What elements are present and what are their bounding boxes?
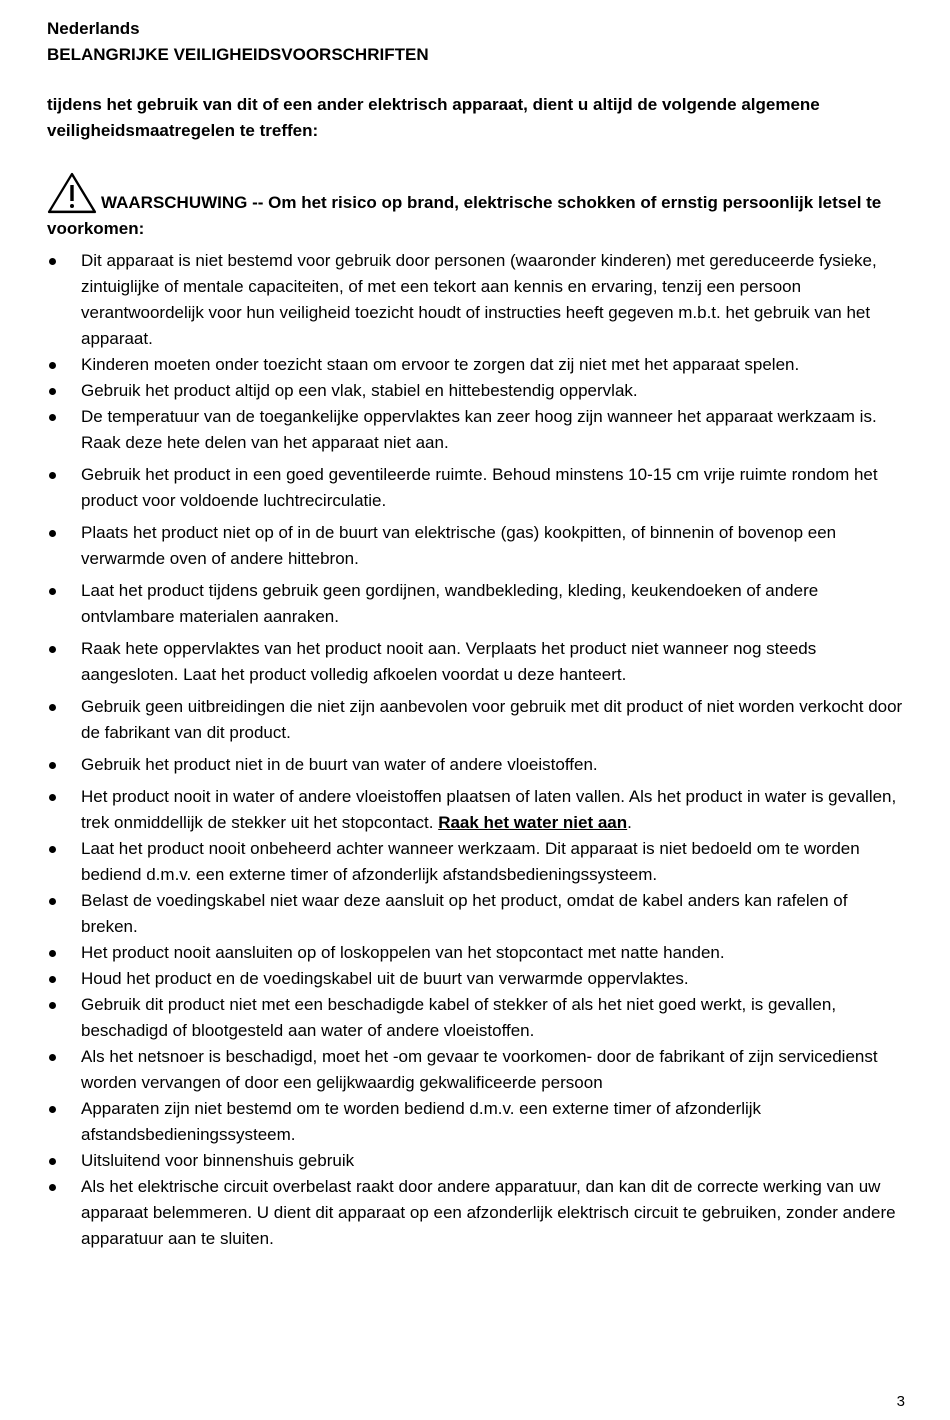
list-item-text: Raak hete oppervlaktes van het product nooit aan. Verplaats het product niet wanneer nog steeds aangesloten. Laat het product volledig afkoelen voordat u deze hanteert. <box>81 639 817 684</box>
list-item <box>47 636 907 688</box>
list-item <box>47 462 907 514</box>
list-item-text: Uitsluitend voor binnenshuis gebruik <box>81 1151 355 1170</box>
list-item <box>47 578 907 630</box>
list-item <box>47 888 907 940</box>
list-item <box>47 1148 907 1174</box>
page-number: 3 <box>896 1393 905 1410</box>
list-item <box>47 694 907 746</box>
list-item-text: Het product nooit aansluiten op of loskoppelen van het stopcontact met natte handen. <box>81 943 725 962</box>
list-item <box>47 784 907 836</box>
intro-text: tijdens het gebruik van dit of een ander elektrisch apparaat, dient u altijd de volgende algemene veiligheidsmaatregelen te treffen: <box>47 95 820 140</box>
list-item <box>47 1174 907 1252</box>
warning-triangle-icon <box>47 172 97 216</box>
emphasis-text: Raak het water niet aan <box>438 813 628 832</box>
list-item-text: Als het elektrische circuit overbelast raakt door andere apparatuur, dan kan dit de correcte werking van uw apparaat belemmeren. U dient dit apparaat op een afzonderlijk elektrisch circuit te gebruiken, zonder andere apparatuur aan te sluiten. <box>81 1177 896 1248</box>
list-item <box>47 1044 907 1096</box>
list-item <box>47 520 907 572</box>
list-item-text: Belast de voedingskabel niet waar deze aansluit op het product, omdat de kabel anders kan rafelen of breken. <box>81 891 848 936</box>
list-item <box>47 836 907 888</box>
list-item <box>47 992 907 1044</box>
list-item <box>47 378 907 404</box>
list-item <box>47 248 907 352</box>
safety-list <box>47 248 907 1252</box>
page-title: BELANGRIJKE VEILIGHEIDSVOORSCHRIFTEN <box>47 45 429 64</box>
list-item <box>47 352 907 378</box>
list-item-text: Als het netsnoer is beschadigd, moet het -om gevaar te voorkomen- door de fabrikant of zijn servicedienst worden vervangen of door een gelijkwaardig gekwalificeerde persoon <box>81 1047 878 1092</box>
list-item-text: Plaats het product niet op of in de buurt van elektrische (gas) kookpitten, of binnenin of bovenop een verwarmde oven of andere hittebron. <box>81 523 837 568</box>
list-item <box>47 404 907 456</box>
list-item-text: Dit apparaat is niet bestemd voor gebruik door personen (waaronder kinderen) met gereduceerde fysieke, zintuiglijke of mentale capaciteiten, of met een tekort aan kennis en ervaring, tenzij een persoon verantwoordelijk voor hun veiligheid toezicht houdt of instructies heeft gegeven m.b.t. het gebruik van het apparaat. <box>81 251 877 348</box>
list-item-text: Gebruik het product in een goed geventileerde ruimte. Behoud minstens 10-15 cm vrije ruimte rondom het product voor voldoende luchtrecirculatie. <box>81 465 878 510</box>
list-item <box>47 966 907 992</box>
warning-text: WAARSCHUWING -- Om het risico op brand, elektrische schokken of ernstig persoonlijk letsel te voorkomen: <box>47 193 882 238</box>
list-item-text: Kinderen moeten onder toezicht staan om ervoor te zorgen dat zij niet met het apparaat spelen. <box>81 355 800 374</box>
list-item-text: Houd het product en de voedingskabel uit de buurt van verwarmde oppervlaktes. <box>81 969 689 988</box>
list-item-text: Gebruik het product niet in de buurt van water of andere vloeistoffen. <box>81 755 598 774</box>
list-item-text: Laat het product tijdens gebruik geen gordijnen, wandbekleding, kleding, keukendoeken of andere ontvlambare materialen aanraken. <box>81 581 819 626</box>
list-item-text: Gebruik dit product niet met een beschadigde kabel of stekker of als het niet goed werkt, is gevallen, beschadigd of blootgesteld aan water of andere vloeistoffen. <box>81 995 837 1040</box>
warning-block <box>47 172 907 242</box>
list-item-text: De temperatuur van de toegankelijke oppervlaktes kan zeer hoog zijn wanneer het apparaat werkzaam is. Raak deze hete delen van het apparaat niet aan. <box>81 407 877 452</box>
list-item <box>47 1096 907 1148</box>
list-item-suffix: . <box>627 813 632 832</box>
list-item-text: Gebruik geen uitbreidingen die niet zijn aanbevolen voor gebruik met dit product of niet worden verkocht door de fabrikant van dit product. <box>81 697 903 742</box>
list-item <box>47 940 907 966</box>
language-label: Nederlands <box>47 19 140 38</box>
list-item-text: Gebruik het product altijd op een vlak, stabiel en hittebestendig oppervlak. <box>81 381 638 400</box>
list-item-text: Apparaten zijn niet bestemd om te worden bediend d.m.v. een externe timer of afzonderlijk afstandsbedieningssysteem. <box>81 1099 762 1144</box>
document-page <box>47 16 907 1252</box>
list-item <box>47 752 907 778</box>
list-item-text: Laat het product nooit onbeheerd achter wanneer werkzaam. Dit apparaat is niet bedoeld om te worden bediend d.m.v. een externe timer of afzonderlijk afstandsbedieningssysteem. <box>81 839 860 884</box>
list-item-text: Het product nooit in water of andere vloeistoffen plaatsen of laten vallen. Als het product in water is gevallen, trek onmiddellijk de stekker uit het stopcontact. <box>81 787 897 832</box>
